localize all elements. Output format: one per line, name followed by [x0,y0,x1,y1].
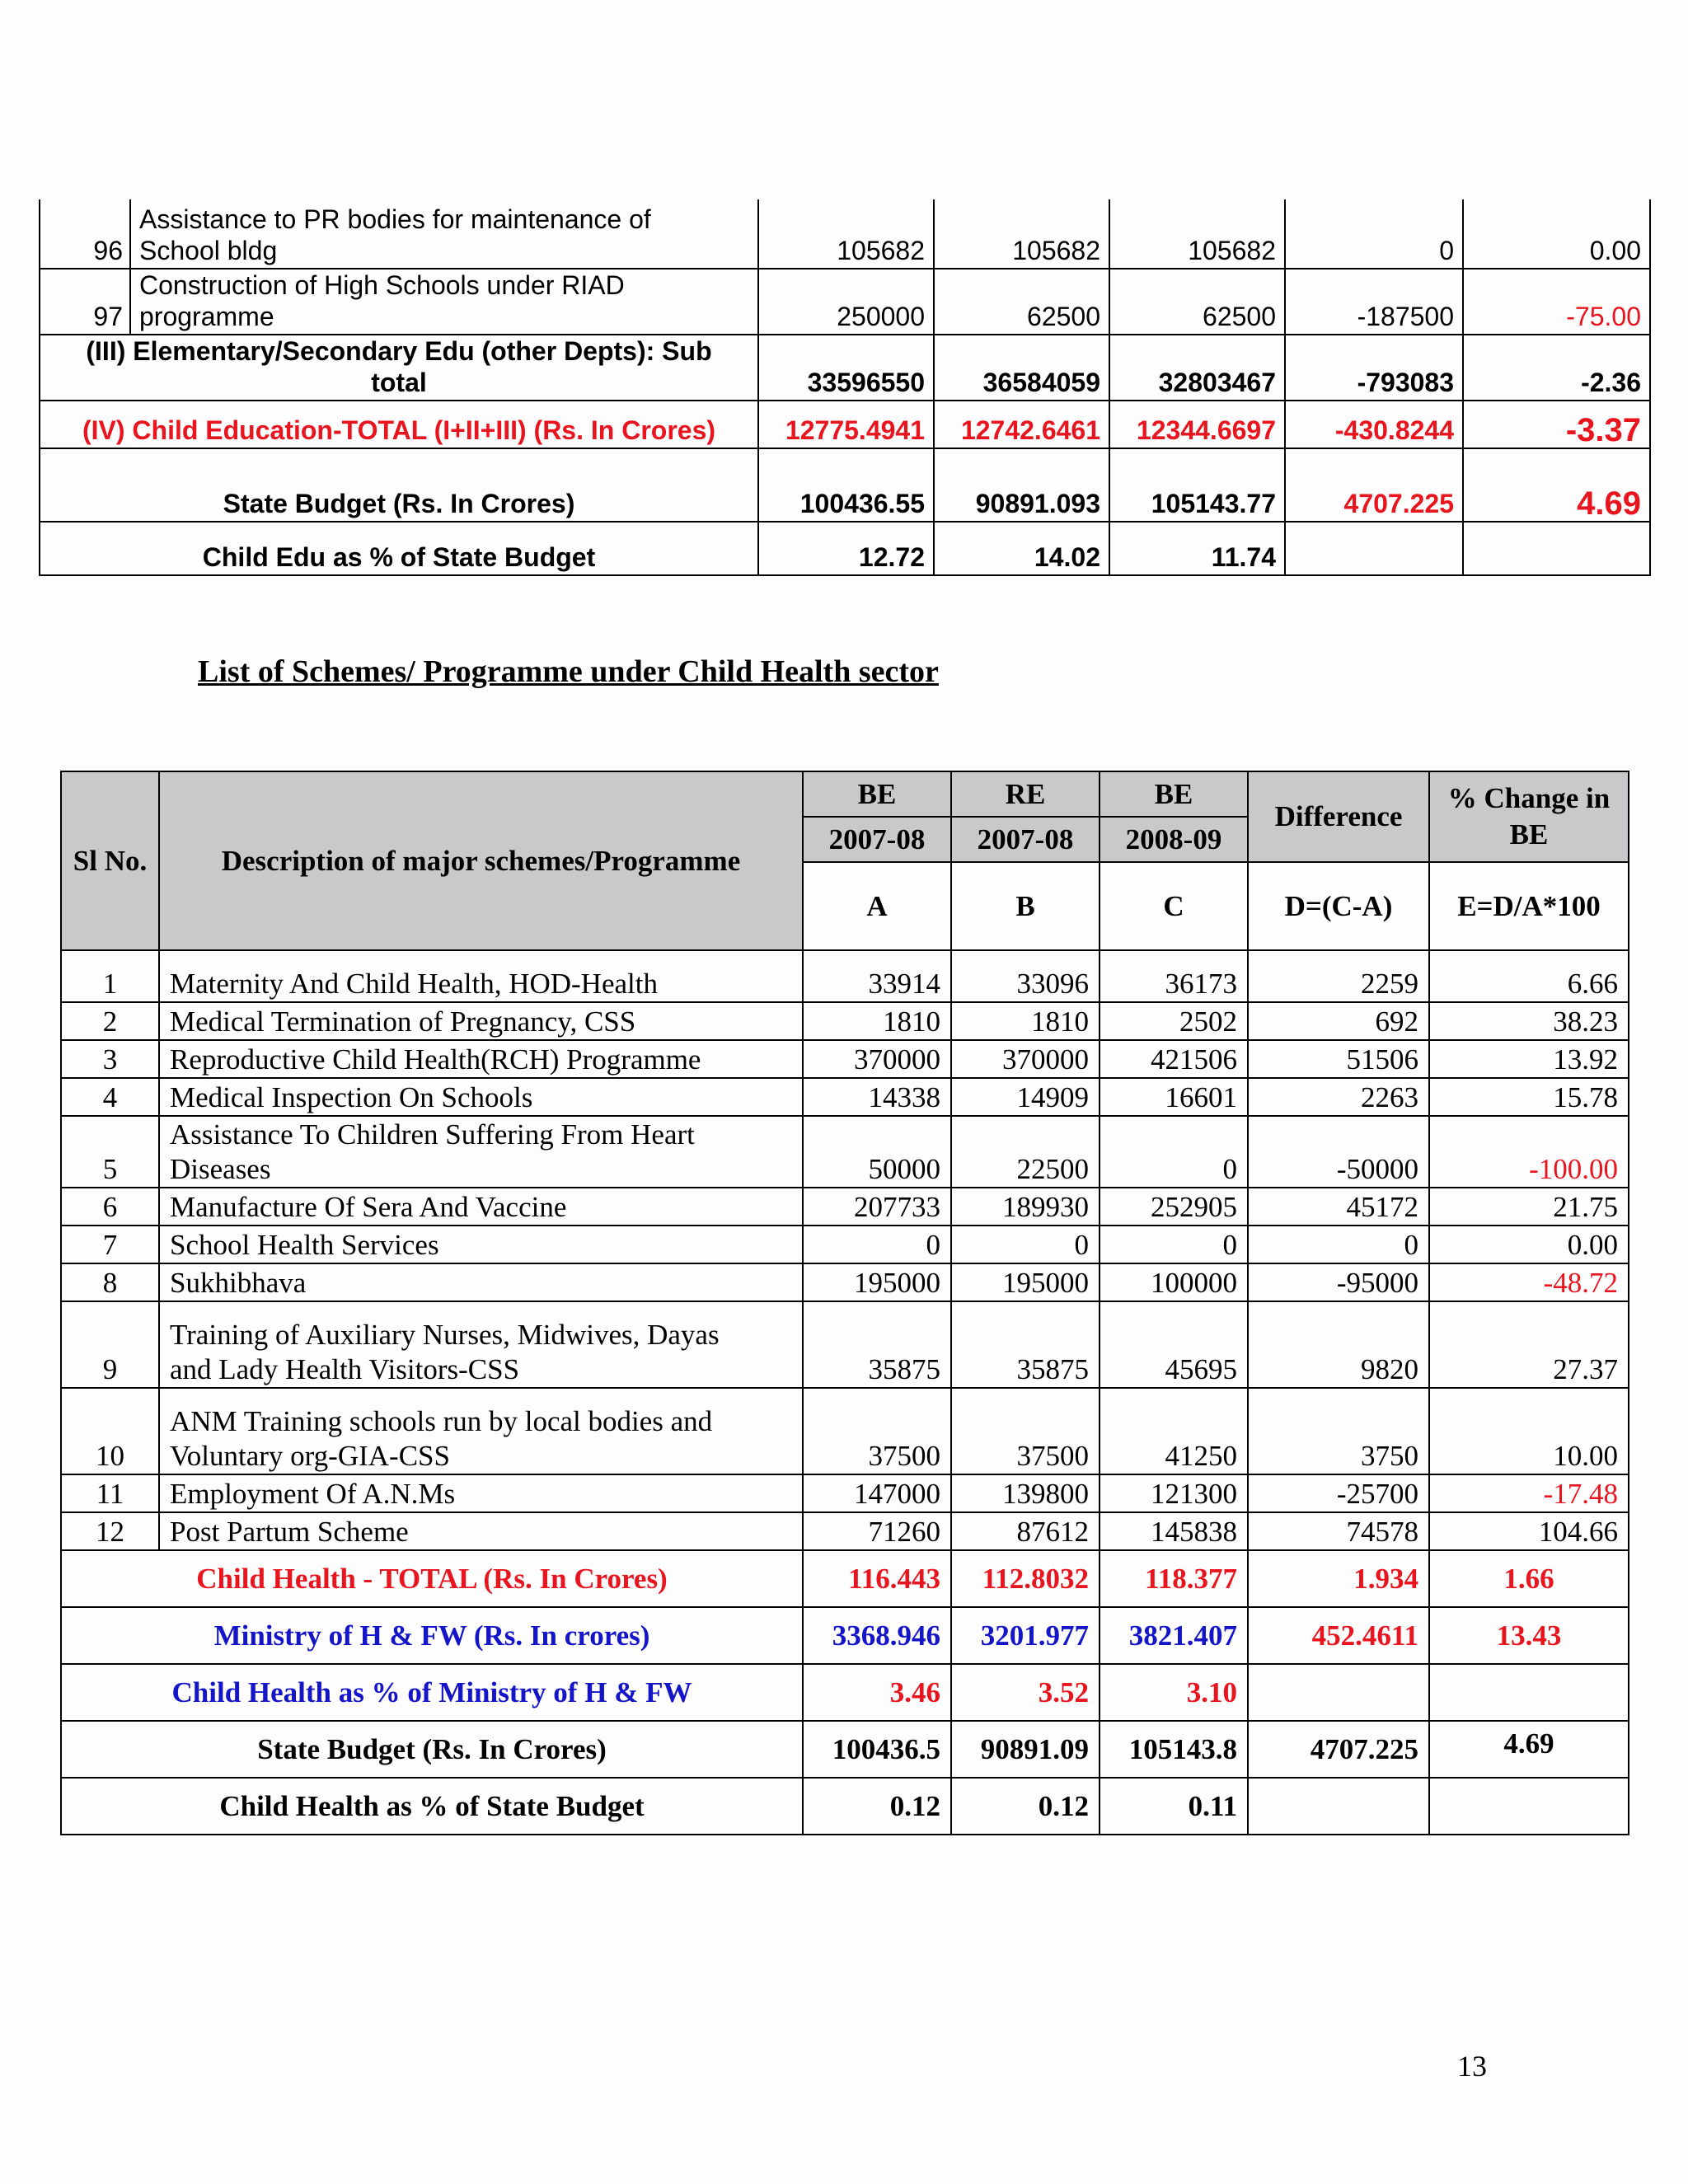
child-health-total-row [61,1550,1629,1607]
cell-b: 90891.093 [934,448,1109,522]
table-row [40,199,1650,269]
cell-d: 51506 [1248,1040,1429,1078]
cell-e: 13.43 [1429,1607,1629,1664]
cell-c: 11.74 [1109,522,1285,575]
cell-a: 116.443 [803,1550,951,1607]
cell-e: 1.66 [1429,1550,1629,1607]
cell-e: 10.00 [1429,1388,1629,1474]
header-re: RE [951,771,1100,817]
row-description: Construction of High Schools under RIAD programme [130,269,758,335]
cell-c: 36173 [1100,950,1248,1002]
child-edu-pct-label: Child Edu as % of State Budget [40,522,758,575]
row-description: Assistance to PR bodies for maintenance of School bldg [130,199,758,269]
row-description: Training of Auxiliary Nurses, Midwives, Dayas and Lady Health Visitors-CSS [159,1301,803,1388]
cell-b: 105682 [934,199,1109,269]
cell-b: 0.12 [951,1778,1100,1835]
child-health-pct-ministry-row [61,1664,1629,1721]
row-sl: 7 [61,1226,159,1263]
cell-c: 32803467 [1109,335,1285,401]
table-row [61,1188,1629,1226]
cell-e [1463,522,1650,575]
cell-b: 62500 [934,269,1109,335]
cell-d: 2259 [1248,950,1429,1002]
cell-d [1248,1664,1429,1721]
cell-a: 0.12 [803,1778,951,1835]
cell-e: 0.00 [1463,199,1650,269]
cell-d: 45172 [1248,1188,1429,1226]
row-sl: 3 [61,1040,159,1078]
cell-c: 121300 [1100,1474,1248,1512]
header-col-a: A [803,862,951,950]
cell-c: 41250 [1100,1388,1248,1474]
cell-c: 12344.6697 [1109,401,1285,448]
ministry-row [61,1607,1629,1664]
header-col-e: E=D/A*100 [1429,862,1629,950]
cell-c: 421506 [1100,1040,1248,1078]
table-row [40,269,1650,335]
cell-c: 45695 [1100,1301,1248,1388]
table-row [61,1388,1629,1474]
state-budget-label: State Budget (Rs. In Crores) [40,448,758,522]
table-row [61,1263,1629,1301]
cell-b: 36584059 [934,335,1109,401]
cell-c: 3.10 [1100,1664,1248,1721]
cell-a: 0 [803,1226,951,1263]
cell-a: 207733 [803,1188,951,1226]
header-col-d: D=(C-A) [1248,862,1429,950]
child-health-pct-state-row [61,1778,1629,1835]
child-edu-pct-row [40,522,1650,575]
cell-c: 105143.8 [1100,1721,1248,1778]
cell-d: 2263 [1248,1078,1429,1116]
cell-a: 370000 [803,1040,951,1078]
cell-a: 100436.5 [803,1721,951,1778]
row-sl: 5 [61,1116,159,1188]
header-year-1: 2007-08 [803,817,951,862]
cell-b: 3.52 [951,1664,1100,1721]
cell-b: 189930 [951,1188,1100,1226]
cell-a: 105682 [758,199,934,269]
state-budget-label: State Budget (Rs. In Crores) [61,1721,803,1778]
table-row [61,1226,1629,1263]
cell-e: 38.23 [1429,1002,1629,1040]
cell-b: 90891.09 [951,1721,1100,1778]
cell-c: 118.377 [1100,1550,1248,1607]
cell-e [1429,1664,1629,1721]
cell-e: 104.66 [1429,1512,1629,1550]
row-description: Medical Inspection On Schools [159,1078,803,1116]
cell-d: 1.934 [1248,1550,1429,1607]
cell-e: 15.78 [1429,1078,1629,1116]
header-col-b: B [951,862,1100,950]
cell-e: -3.37 [1463,401,1650,448]
header-year-2: 2007-08 [951,817,1100,862]
ministry-label: Ministry of H & FW (Rs. In crores) [61,1607,803,1664]
subtotal-label: (III) Elementary/Secondary Edu (other Depts): Sub total [40,335,758,401]
cell-b: 112.8032 [951,1550,1100,1607]
cell-c: 2502 [1100,1002,1248,1040]
child-health-table [60,771,1629,1835]
cell-d: -793083 [1285,335,1463,401]
cell-a: 195000 [803,1263,951,1301]
cell-d: 0 [1248,1226,1429,1263]
row-sl: 6 [61,1188,159,1226]
cell-a: 250000 [758,269,934,335]
cell-c: 105143.77 [1109,448,1285,522]
cell-b: 3201.977 [951,1607,1100,1664]
row-sl: 2 [61,1002,159,1040]
cell-e: 4.69 [1463,448,1650,522]
table-row [61,950,1629,1002]
cell-d: 4707.225 [1248,1721,1429,1778]
cell-b: 370000 [951,1040,1100,1078]
cell-c: 105682 [1109,199,1285,269]
cell-a: 3.46 [803,1664,951,1721]
cell-e: 6.66 [1429,950,1629,1002]
cell-c: 16601 [1100,1078,1248,1116]
health-summary [61,1550,1629,1835]
row-sl: 10 [61,1388,159,1474]
table-row [61,1474,1629,1512]
header-col-c: C [1100,862,1248,950]
cell-a: 35875 [803,1301,951,1388]
cell-b: 87612 [951,1512,1100,1550]
cell-e: 27.37 [1429,1301,1629,1388]
table-row [61,1512,1629,1550]
cell-c: 3821.407 [1100,1607,1248,1664]
cell-b: 0 [951,1226,1100,1263]
cell-d: 0 [1285,199,1463,269]
cell-a: 147000 [803,1474,951,1512]
health-rows [61,950,1629,1550]
child-edu-total-label: (IV) Child Education-TOTAL (I+II+III) (Rs. In Crores) [40,401,758,448]
cell-d: 74578 [1248,1512,1429,1550]
cell-d: -50000 [1248,1116,1429,1188]
child-education-table [39,199,1651,576]
cell-d [1285,522,1463,575]
page-number: 13 [1457,2050,1487,2083]
cell-b: 33096 [951,950,1100,1002]
cell-c: 62500 [1109,269,1285,335]
header-be-2: BE [1100,771,1248,817]
header-pct-change: % Change in BE [1429,771,1629,862]
cell-b: 37500 [951,1388,1100,1474]
cell-e: 21.75 [1429,1188,1629,1226]
cell-a: 1810 [803,1002,951,1040]
row-description: Reproductive Child Health(RCH) Programme [159,1040,803,1078]
cell-e: -100.00 [1429,1116,1629,1188]
subtotal-row [40,335,1650,401]
cell-d: -25700 [1248,1474,1429,1512]
cell-b: 195000 [951,1263,1100,1301]
cell-d: 9820 [1248,1301,1429,1388]
cell-b: 12742.6461 [934,401,1109,448]
cell-d [1248,1778,1429,1835]
cell-a: 14338 [803,1078,951,1116]
cell-c: 0.11 [1100,1778,1248,1835]
row-description: School Health Services [159,1226,803,1263]
cell-e: -48.72 [1429,1263,1629,1301]
cell-b: 35875 [951,1301,1100,1388]
child-health-pct-ministry-label: Child Health as % of Ministry of H & FW [61,1664,803,1721]
cell-a: 50000 [803,1116,951,1188]
child-health-pct-state-label: Child Health as % of State Budget [61,1778,803,1835]
cell-a: 33596550 [758,335,934,401]
header-difference: Difference [1248,771,1429,862]
cell-c: 0 [1100,1226,1248,1263]
header-description: Description of major schemes/Programme [159,771,803,950]
cell-b: 14909 [951,1078,1100,1116]
row-sl: 8 [61,1263,159,1301]
cell-c: 0 [1100,1116,1248,1188]
row-description: Post Partum Scheme [159,1512,803,1550]
row-description: Maternity And Child Health, HOD-Health [159,950,803,1002]
row-description: ANM Training schools run by local bodies and Voluntary org-GIA-CSS [159,1388,803,1474]
cell-c: 100000 [1100,1263,1248,1301]
cell-d: 3750 [1248,1388,1429,1474]
cell-d: -95000 [1248,1263,1429,1301]
cell-c: 145838 [1100,1512,1248,1550]
state-budget-row [40,448,1650,522]
cell-d: -430.8244 [1285,401,1463,448]
cell-c: 252905 [1100,1188,1248,1226]
row-sl: 97 [40,269,130,335]
cell-b: 1810 [951,1002,1100,1040]
row-sl: 12 [61,1512,159,1550]
table-row [61,1078,1629,1116]
cell-a: 37500 [803,1388,951,1474]
header-year-3: 2008-09 [1100,817,1248,862]
table-row [61,1116,1629,1188]
row-description: Assistance To Children Suffering From Heart Diseases [159,1116,803,1188]
cell-b: 139800 [951,1474,1100,1512]
cell-d: 452.4611 [1248,1607,1429,1664]
row-description: Sukhibhava [159,1263,803,1301]
cell-e [1429,1778,1629,1835]
cell-e: 0.00 [1429,1226,1629,1263]
row-sl: 4 [61,1078,159,1116]
child-edu-total-row [40,401,1650,448]
header-row [61,771,1629,817]
cell-e: -2.36 [1463,335,1650,401]
cell-a: 100436.55 [758,448,934,522]
row-sl: 1 [61,950,159,1002]
section-heading: List of Schemes/ Programme under Child Health sector [198,654,939,689]
cell-b: 14.02 [934,522,1109,575]
row-description: Manufacture Of Sera And Vaccine [159,1188,803,1226]
child-health-total-label: Child Health - TOTAL (Rs. In Crores) [61,1550,803,1607]
row-sl: 96 [40,199,130,269]
cell-a: 71260 [803,1512,951,1550]
header-sl: Sl No. [61,771,159,950]
table-row [61,1301,1629,1388]
cell-e: 4.69 [1429,1721,1629,1778]
table-row [61,1040,1629,1078]
cell-d: 692 [1248,1002,1429,1040]
cell-e: -75.00 [1463,269,1650,335]
cell-a: 12775.4941 [758,401,934,448]
header-be-1: BE [803,771,951,817]
row-sl: 11 [61,1474,159,1512]
cell-a: 12.72 [758,522,934,575]
cell-e: -17.48 [1429,1474,1629,1512]
row-sl: 9 [61,1301,159,1388]
cell-a: 3368.946 [803,1607,951,1664]
cell-d: -187500 [1285,269,1463,335]
cell-e: 13.92 [1429,1040,1629,1078]
cell-d: 4707.225 [1285,448,1463,522]
row-description: Employment Of A.N.Ms [159,1474,803,1512]
cell-b: 22500 [951,1116,1100,1188]
state-budget-row [61,1721,1629,1778]
row-description: Medical Termination of Pregnancy, CSS [159,1002,803,1040]
cell-a: 33914 [803,950,951,1002]
table-row [61,1002,1629,1040]
